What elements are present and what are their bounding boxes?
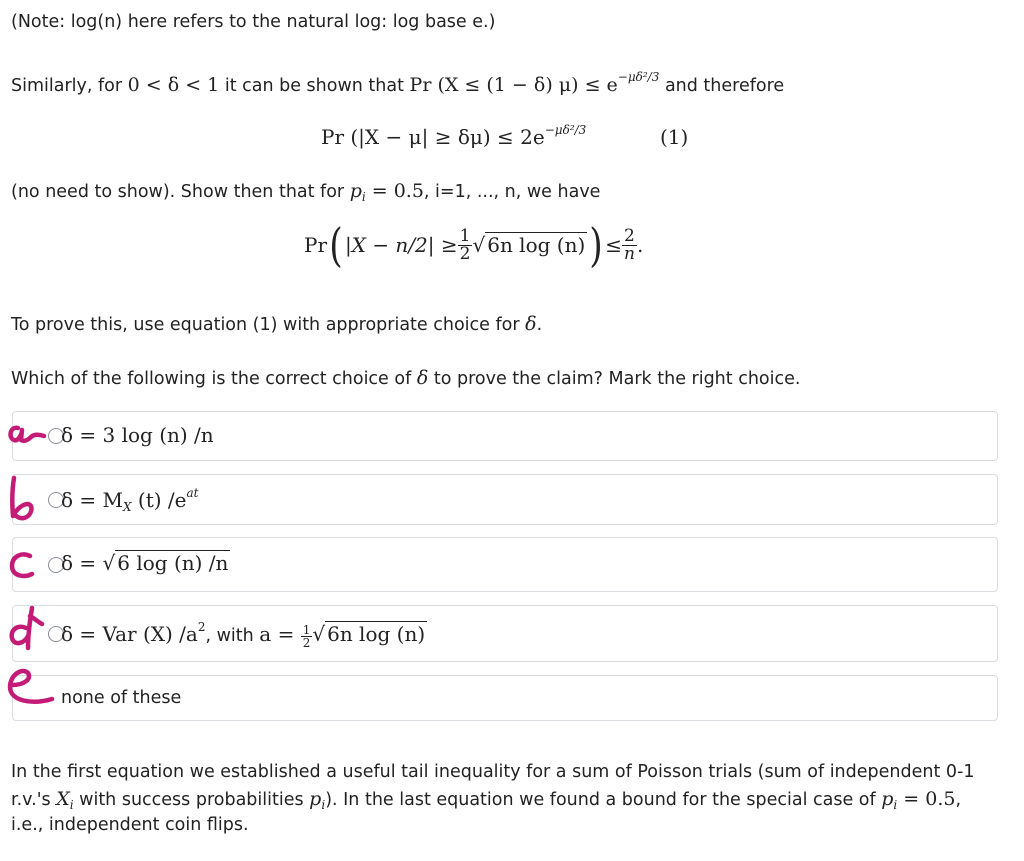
prove-end: . [536, 315, 543, 335]
option-e[interactable] [12, 675, 998, 721]
option-a-label: δ = 3 log (n) /n [61, 423, 214, 447]
equation-2 [304, 218, 644, 272]
handwritten-c-icon [4, 548, 54, 588]
eq2-half: $\frac{1}{2}$ [459, 225, 471, 264]
option-b[interactable] [12, 474, 998, 525]
handwritten-a-icon [4, 420, 54, 450]
option-e-label: none of these [61, 688, 182, 708]
question-delta: δ [416, 367, 429, 389]
prove-line [11, 313, 542, 335]
eq2-left-paren: ( [329, 218, 343, 272]
footer-line-1: In the first equation we established a useful tail inequality for a sum of Poisson trials (sum of independent 0-1 [11, 762, 975, 782]
intro-inequality: Pr (X ≤ (1 − δ) μ) ≤ e [409, 74, 618, 96]
equation-1 [321, 123, 586, 149]
footer-line-2: r.v.'s $X_i$ with success probabilities $p_i$). In the last equation we found a bound for the special case of $p_i = 0.5$, [11, 788, 962, 812]
option-d-label: δ = Var (X) $/a^2$, with a = $\frac{1}{2}$ √ 6n log (n) [61, 620, 426, 650]
prove-delta: δ [525, 313, 537, 335]
note-text: (Note: log(n) here refers to the natural log: log base e.) [11, 12, 496, 32]
eq2-le: ≤ [605, 233, 622, 257]
question-suffix: to prove the claim? Mark the right choice. [428, 369, 801, 389]
show-prefix: (no need to show). Show then that for [11, 182, 350, 202]
eq2-two-over-n: $\frac{2}{n}$ [623, 225, 635, 264]
show-suffix: , i=1, ..., n, we have [423, 182, 601, 202]
eq2-lhs: |X − n/2| ≥ [344, 233, 458, 257]
eq1-exponent: −μδ²/3 [544, 123, 587, 137]
show-line [11, 180, 600, 204]
show-p-sub: i [361, 190, 366, 204]
handwritten-d-icon [4, 604, 54, 654]
option-d[interactable] [12, 605, 998, 662]
option-c-label: δ = √ 6 log (n) /n [61, 551, 229, 575]
intro-mid: it can be shown that [219, 76, 410, 96]
prove-text: To prove this, use equation (1) with appropriate choice for [11, 315, 526, 335]
eq2-dot: . [636, 233, 644, 257]
question-text [11, 367, 800, 389]
intro-prefix: Similarly, for [11, 76, 128, 96]
show-p: p [349, 180, 362, 202]
intro-condition: 0 < δ < 1 [127, 74, 220, 96]
handwritten-e-icon [4, 667, 64, 712]
eq2-right-paren: ) [589, 218, 603, 272]
option-a[interactable] [12, 411, 998, 461]
option-b-label: $\delta = M_X$ (t) $/e^{at}$ [61, 486, 199, 514]
eq1-lhs: Pr (|X − μ| ≥ δμ) ≤ 2e [321, 125, 545, 149]
equation-1-tag: (1) [660, 125, 689, 149]
show-eq: = 0.5 [365, 180, 424, 202]
intro-suffix: and therefore [659, 76, 785, 96]
eq2-sqrt: √ 6n log (n) [472, 233, 586, 257]
handwritten-b-icon [4, 474, 54, 524]
intro-line [11, 70, 784, 96]
question-prefix: Which of the following is the correct choice of [11, 369, 417, 389]
footer-line-3: i.e., independent coin flips. [11, 815, 249, 835]
option-c[interactable] [12, 537, 998, 592]
intro-exponent: −μδ²/3 [617, 70, 660, 84]
eq2-pr: Pr [304, 233, 328, 257]
